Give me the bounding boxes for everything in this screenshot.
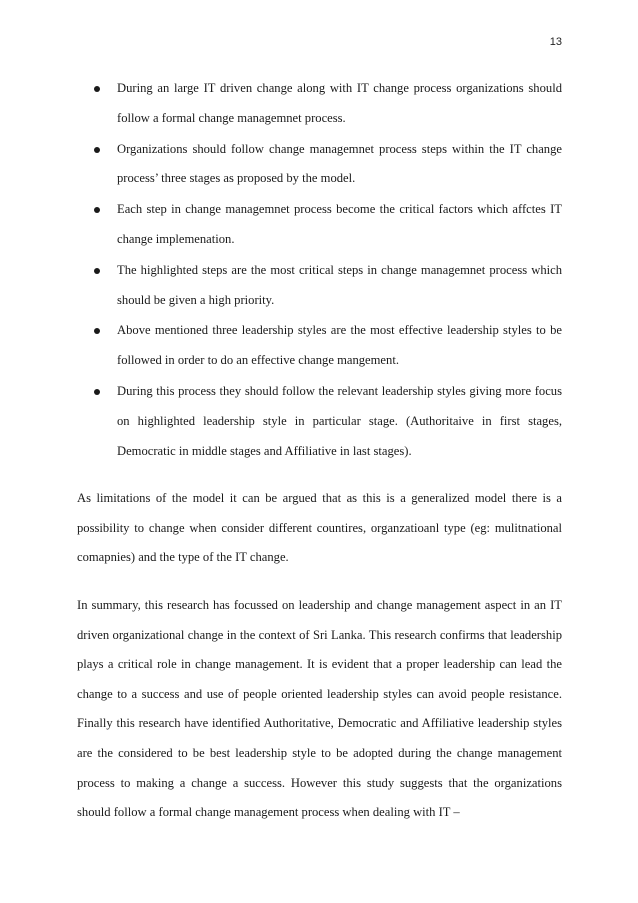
limitations-paragraph: As limitations of the model it can be argued that as this is a generalized model there is a possibility to change when consider different countires, organzatioanl type (eg: mulitnational comapnies) and the type of the IT change.	[77, 491, 562, 565]
bullet-dot-icon	[94, 389, 100, 395]
summary-paragraph: In summary, this research has focussed on leadership and change management aspect in an IT driven organizational change in the context of Sri Lanka. This research confirms that leadership plays a critical role in change management. It is evident that a proper leadership can lead the change to a success and use of people oriented leadership styles can avoid people resistance. Finally this research have identified Authoritative, Democratic and Affiliative leadership styles are the considered to be best leadership style to be adopted during the change management process to making a change a success. However this study suggests that the organizations should follow a formal change management process when dealing with IT –	[77, 598, 562, 820]
bullet-dot-icon	[94, 268, 100, 274]
page-number: 13	[549, 36, 562, 48]
bullet-item	[90, 256, 562, 316]
bullet-item	[90, 377, 562, 466]
conclusion-bullet-list	[90, 74, 562, 467]
bullet-item	[90, 135, 562, 195]
bullet-text: Organizations should follow change managemnet process steps within the IT change process’ three stages as proposed by the model.	[117, 141, 562, 186]
bullet-text: Each step in change managemnet process become the critical factors which affctes IT change implemenation.	[117, 202, 562, 246]
bullet-text: Above mentioned three leadership styles are the most effective leadership styles to be followed in order to do an effective change mangement.	[117, 323, 562, 368]
bullet-dot-icon	[94, 207, 100, 213]
bullet-text: The highlighted steps are the most critical steps in change managemnet process which should be given a high priority.	[117, 262, 562, 307]
bullet-dot-icon	[94, 147, 100, 153]
bullet-item	[90, 74, 562, 134]
bullet-item	[90, 195, 562, 255]
bullet-dot-icon	[94, 328, 100, 334]
bullet-item	[90, 316, 562, 376]
bullet-text: During this process they should follow the relevant leadership styles giving more focus on highlighted leadership style in particular stage. (Authoritaive in first stages, Democratic in middle stages and Affiliative in last stages).	[117, 383, 562, 458]
bullet-dot-icon	[94, 86, 100, 92]
bullet-text: During an large IT driven change along with IT change process organizations should follow a formal change managemnet process.	[117, 81, 562, 125]
